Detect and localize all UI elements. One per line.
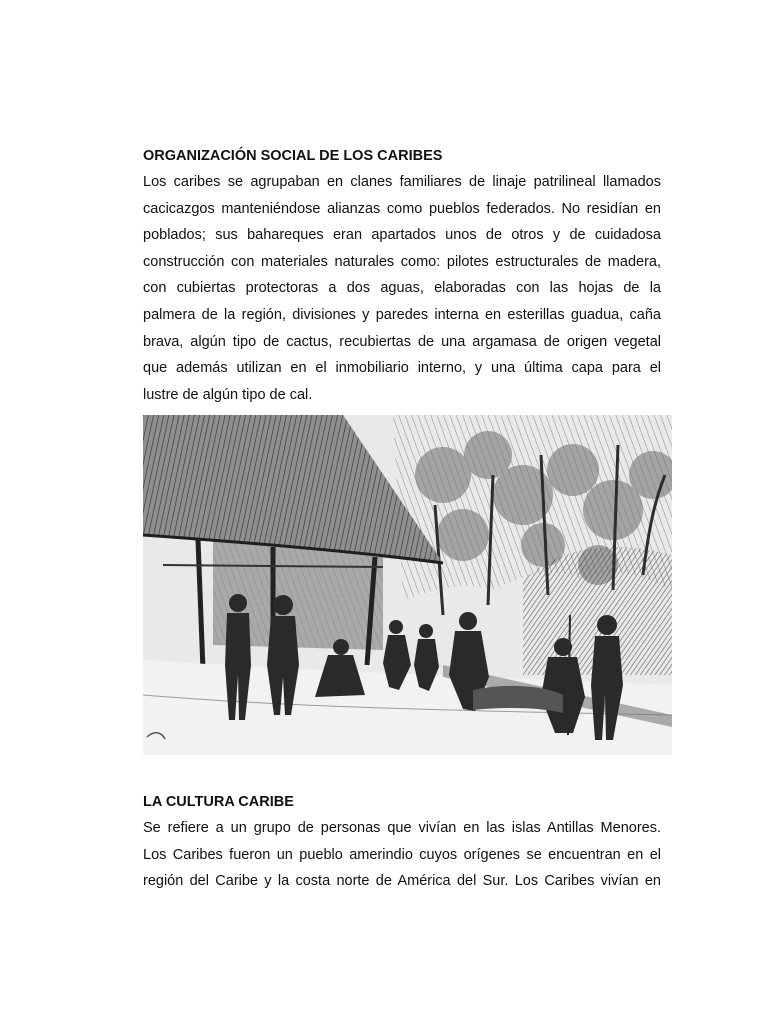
paragraph-line: Se refiere a un grupo de personas que vivían en las islas Antillas Menores. bbox=[143, 820, 661, 836]
paragraph-organizacion bbox=[143, 169, 661, 408]
engraving-illustration bbox=[143, 415, 672, 755]
section-heading-cultura: LA CULTURA CARIBE bbox=[143, 794, 294, 810]
paragraph-cultura bbox=[143, 815, 661, 895]
section-heading-organizacion: ORGANIZACIÓN SOCIAL DE LOS CARIBES bbox=[143, 148, 443, 164]
paragraph-line: poblados; sus bahareques eran apartados unos de otros y de cuidadosa bbox=[143, 227, 661, 244]
paragraph-line: palmera de la región, divisiones y paredes interna en esterillas guadua, caña bbox=[143, 306, 661, 323]
paragraph-line: que además utilizan en el inmobiliario interno, y una última capa para el bbox=[143, 360, 661, 377]
paragraph-line: construcción con materiales naturales como: pilotes estructurales de madera, bbox=[143, 253, 661, 270]
paragraph-line: lustre de algún tipo de cal. bbox=[143, 386, 313, 403]
paragraph-line: con cubiertas protectoras a dos aguas, elaboradas con las hojas de la bbox=[143, 280, 661, 297]
paragraph-line: región del Caribe y la costa norte de América del Sur. Los Caribes vivían en bbox=[143, 873, 661, 890]
paragraph-line: Los caribes se agrupaban en clanes familiares de linaje patrilineal llamados bbox=[143, 174, 661, 190]
paragraph-line: brava, algún tipo de cactus, recubiertas de una argamasa de origen vegetal bbox=[143, 333, 661, 350]
paragraph-line: cacicazgos manteniéndose alianzas como pueblos federados. No residían en bbox=[143, 200, 661, 217]
paragraph-line: Los Caribes fueron un pueblo amerindio cuyos orígenes se encuentran en el bbox=[143, 846, 661, 863]
